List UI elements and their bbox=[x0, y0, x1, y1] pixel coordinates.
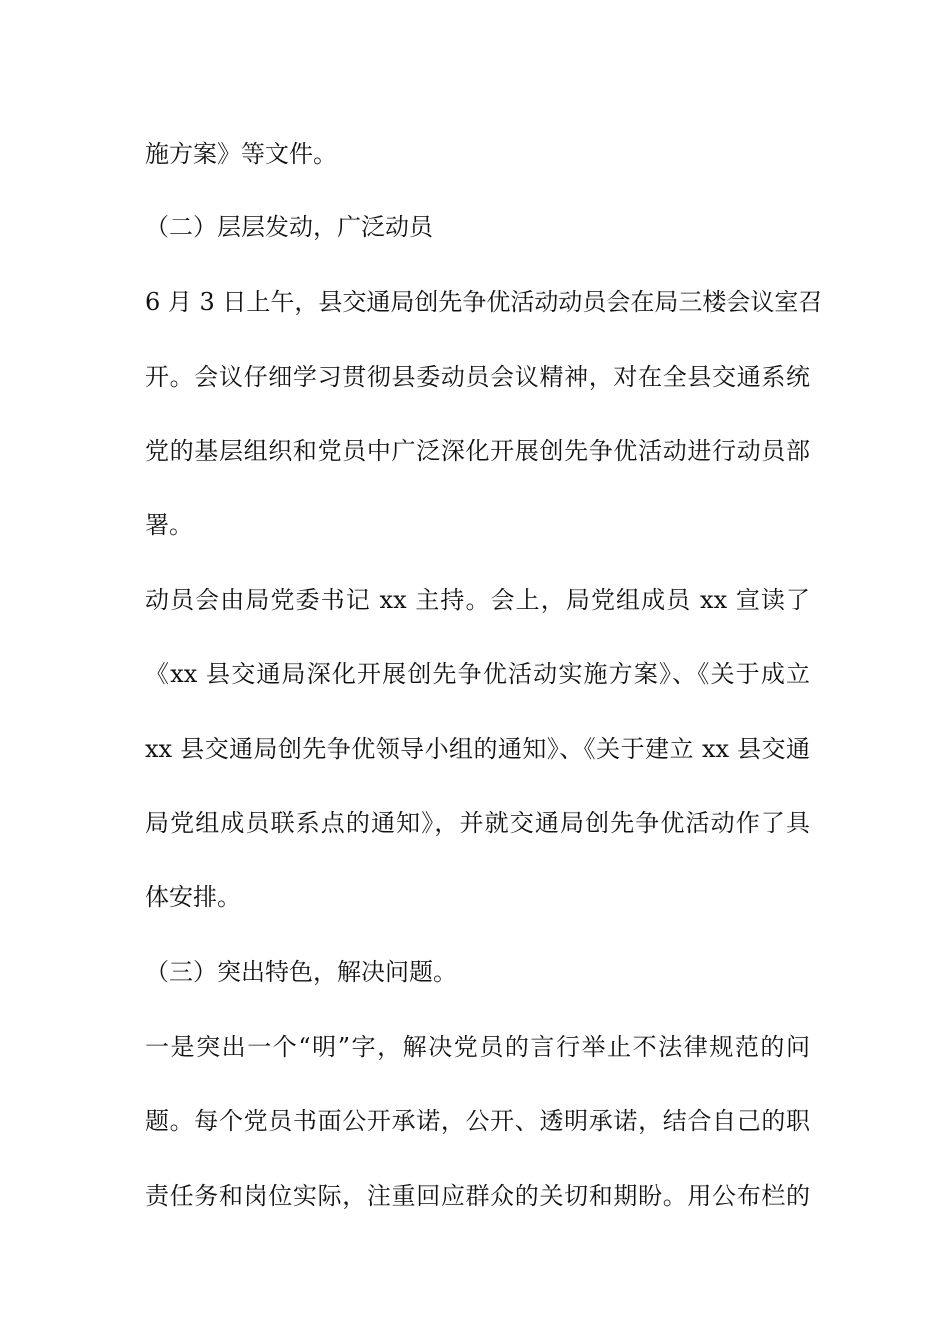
text-line-4: 开。会议仔细学习贯彻县委动员会议精神，对在全县交通系统 bbox=[145, 363, 810, 391]
text-line-6: 署。 bbox=[145, 511, 193, 539]
text-line-14: 题。每个党员书面公开承诺，公开、透明承诺，结合自己的职 bbox=[145, 1107, 810, 1135]
text-line-1: 施方案》等文件。 bbox=[145, 140, 337, 168]
text-line-7: 动员会由局党委书记 xx 主持。会上，局党组成员 xx 宣读了 bbox=[145, 586, 810, 614]
text-line-10: 局党组成员联系点的通知》，并就交通局创先争优活动作了具 bbox=[145, 809, 810, 837]
text-line-3: 6 月 3 日上午，县交通局创先争优活动动员会在局三楼会议室召 bbox=[145, 288, 823, 316]
section-heading-2: （二）层层发动，广泛动员 bbox=[145, 213, 433, 241]
text-line-13: 一是突出一个“明”字，解决党员的言行举止不法律规范的问 bbox=[145, 1033, 810, 1061]
text-line-15: 责任务和岗位实际，注重回应群众的关切和期盼。用公布栏的 bbox=[145, 1182, 810, 1210]
text-line-5: 党的基层组织和党员中广泛深化开展创先争优活动进行动员部 bbox=[145, 437, 810, 465]
text-line-8: 《xx 县交通局深化开展创先争优活动实施方案》、《关于成立 bbox=[145, 660, 810, 688]
section-heading-3: （三）突出特色，解决问题。 bbox=[145, 958, 457, 986]
text-line-11: 体安排。 bbox=[145, 883, 241, 911]
text-line-9: xx 县交通局创先争优领导小组的通知》、《关于建立 xx 县交通 bbox=[145, 735, 810, 763]
